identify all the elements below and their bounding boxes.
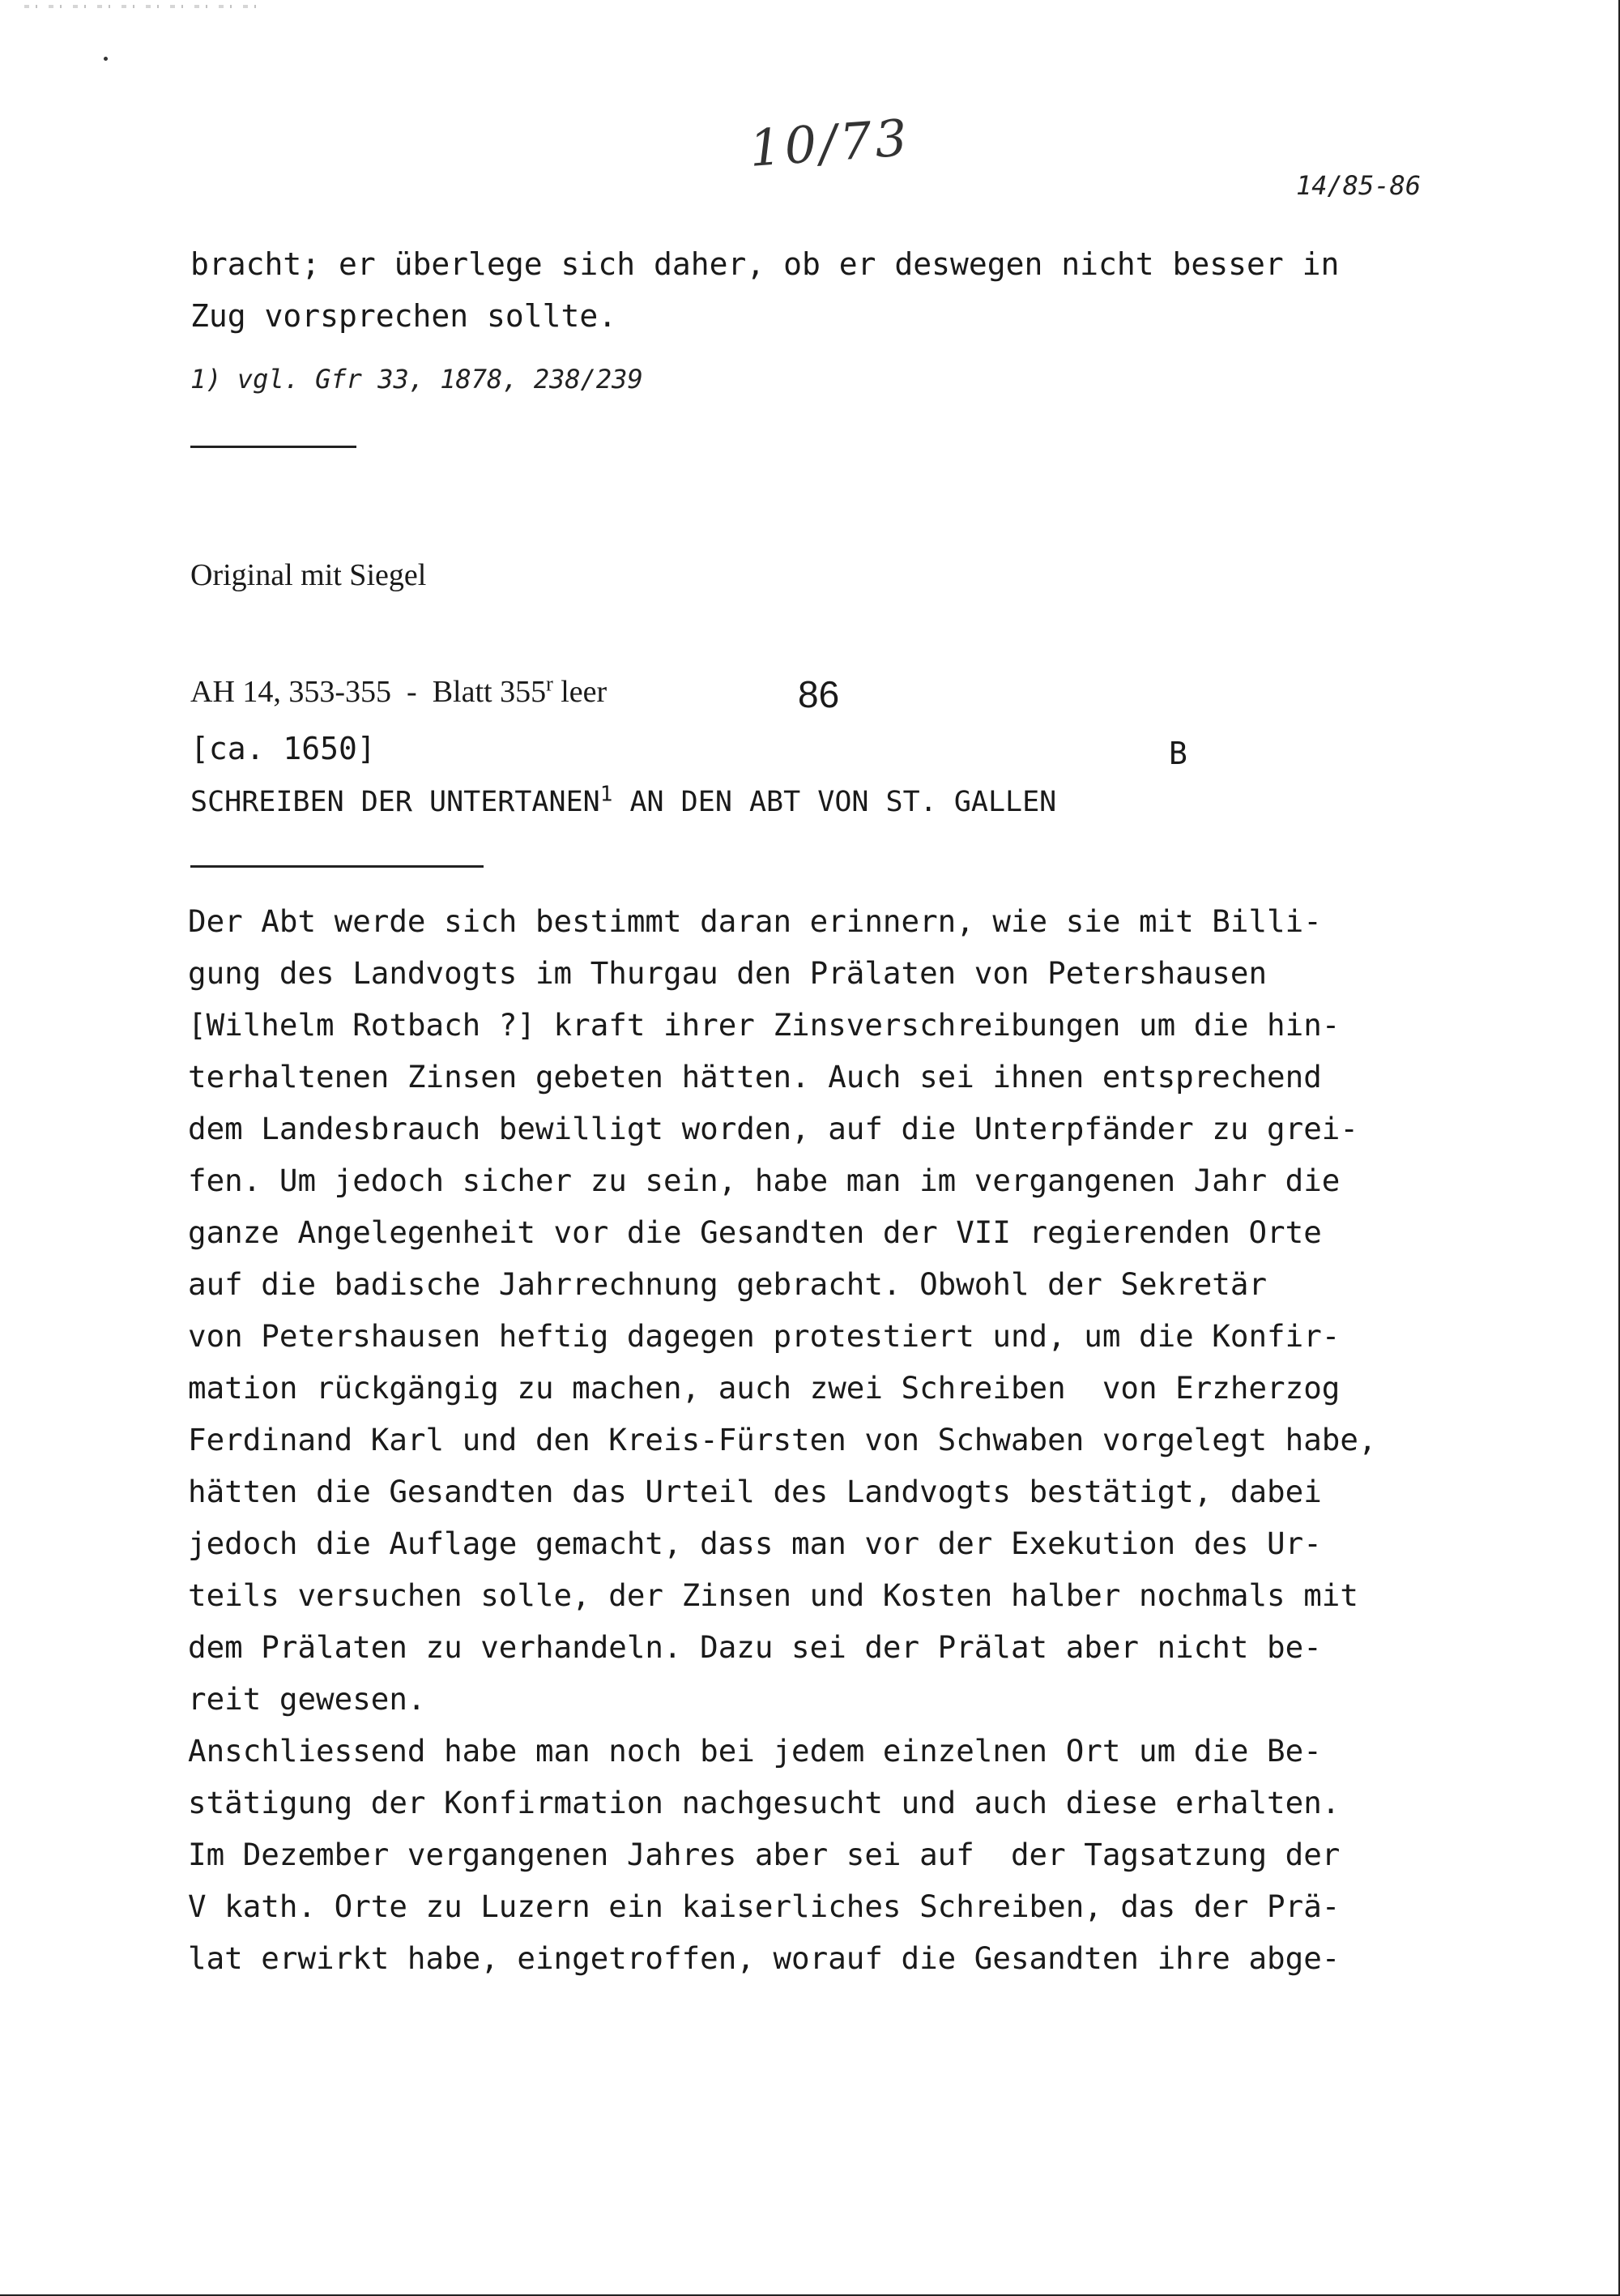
intro-line: bracht; er überlege sich daher, ob er deswegen nicht besser in [190,246,1340,282]
document-letter: B [1169,736,1187,771]
scan-speckle [24,5,267,8]
body-line: Der Abt werde sich bestimmt daran erinnern, wie sie mit Billi- [188,903,1322,939]
body-line: fen. Um jedoch sicher zu sein, habe man im vergangenen Jahr die [188,1163,1341,1198]
body-line: lat erwirkt habe, eingetroffen, worauf die Gesandten ihre abge- [188,1940,1341,1976]
body-line: von Petershausen heftig dagegen protestiert und, um die Konfir- [188,1318,1341,1354]
intro-line: Zug vorsprechen sollte. [190,298,617,334]
recto-superscript: r [546,672,553,696]
title-text-suffix: AN DEN ABT VON ST. GALLEN [612,786,1057,818]
intro-paragraph [190,238,1339,342]
body-line: Ferdinand Karl und den Kreis-Fürsten von Schwaben vorgelegt habe, [188,1422,1377,1457]
source-archive-suffix: leer [552,675,608,709]
page-reference: 14/85-86 [1296,170,1422,201]
title-text: SCHREIBEN DER UNTERTANEN [190,786,600,818]
source-line-archive [190,672,607,711]
body-line: reit gewesen. [188,1681,426,1717]
document-date: [ca. 1650] [190,731,376,766]
body-line: auf die badische Jahrrechnung gebracht. Obwohl der Sekretär [188,1266,1268,1302]
body-line: stätigung der Konfirmation nachgesucht und auch diese erhalten. [188,1785,1341,1820]
title-underline [190,865,484,868]
body-line: [Wilhelm Rotbach ?] kraft ihrer Zinsverschreibungen um die hin- [188,1007,1341,1043]
body-line: terhaltenen Zinsen gebeten hätten. Auch sei ihnen entsprechend [188,1059,1322,1095]
document-title [190,776,1056,828]
handwritten-archive-number: 10/73 [747,108,912,178]
body-line: V kath. Orte zu Luzern ein kaiserliches Schreiben, das der Prä- [188,1888,1341,1924]
document-number: 86 [798,673,840,715]
footnote: 1) vgl. Gfr 33, 1878, 238/239 [190,364,643,395]
body-line: mation rückgängig zu machen, auch zwei Schreiben von Erzherzog [188,1370,1341,1406]
body-line: ganze Angelegenheit vor die Gesandten der VII regierenden Orte [188,1214,1322,1250]
divider-rule [190,446,356,448]
title-footnote-marker: 1 [599,782,613,807]
body-line: hätten die Gesandten das Urteil des Landvogts bestätigt, dabei [188,1474,1322,1509]
body-line: dem Prälaten zu verhandeln. Dazu sei der Prälat aber nicht be- [188,1629,1322,1665]
body-line: gung des Landvogts im Thurgau den Prälaten von Petershausen [188,955,1268,991]
scan-dot [104,57,108,61]
source-line-original: Original mit Siegel [190,558,427,592]
body-paragraph [188,895,1377,1984]
body-line: dem Landesbrauch bewilligt worden, auf die Unterpfänder zu grei- [188,1111,1358,1146]
source-archive-ref: AH 14, 353-355 - Blatt 355 [190,675,547,709]
body-line: teils versuchen solle, der Zinsen und Kosten halber nochmals mit [188,1577,1358,1613]
body-line: jedoch die Auflage gemacht, dass man vor der Exekution des Ur- [188,1526,1322,1561]
body-line: Im Dezember vergangenen Jahres aber sei auf der Tagsatzung der [188,1837,1341,1872]
body-line: Anschliessend habe man noch bei jedem einzelnen Ort um die Be- [188,1733,1322,1769]
